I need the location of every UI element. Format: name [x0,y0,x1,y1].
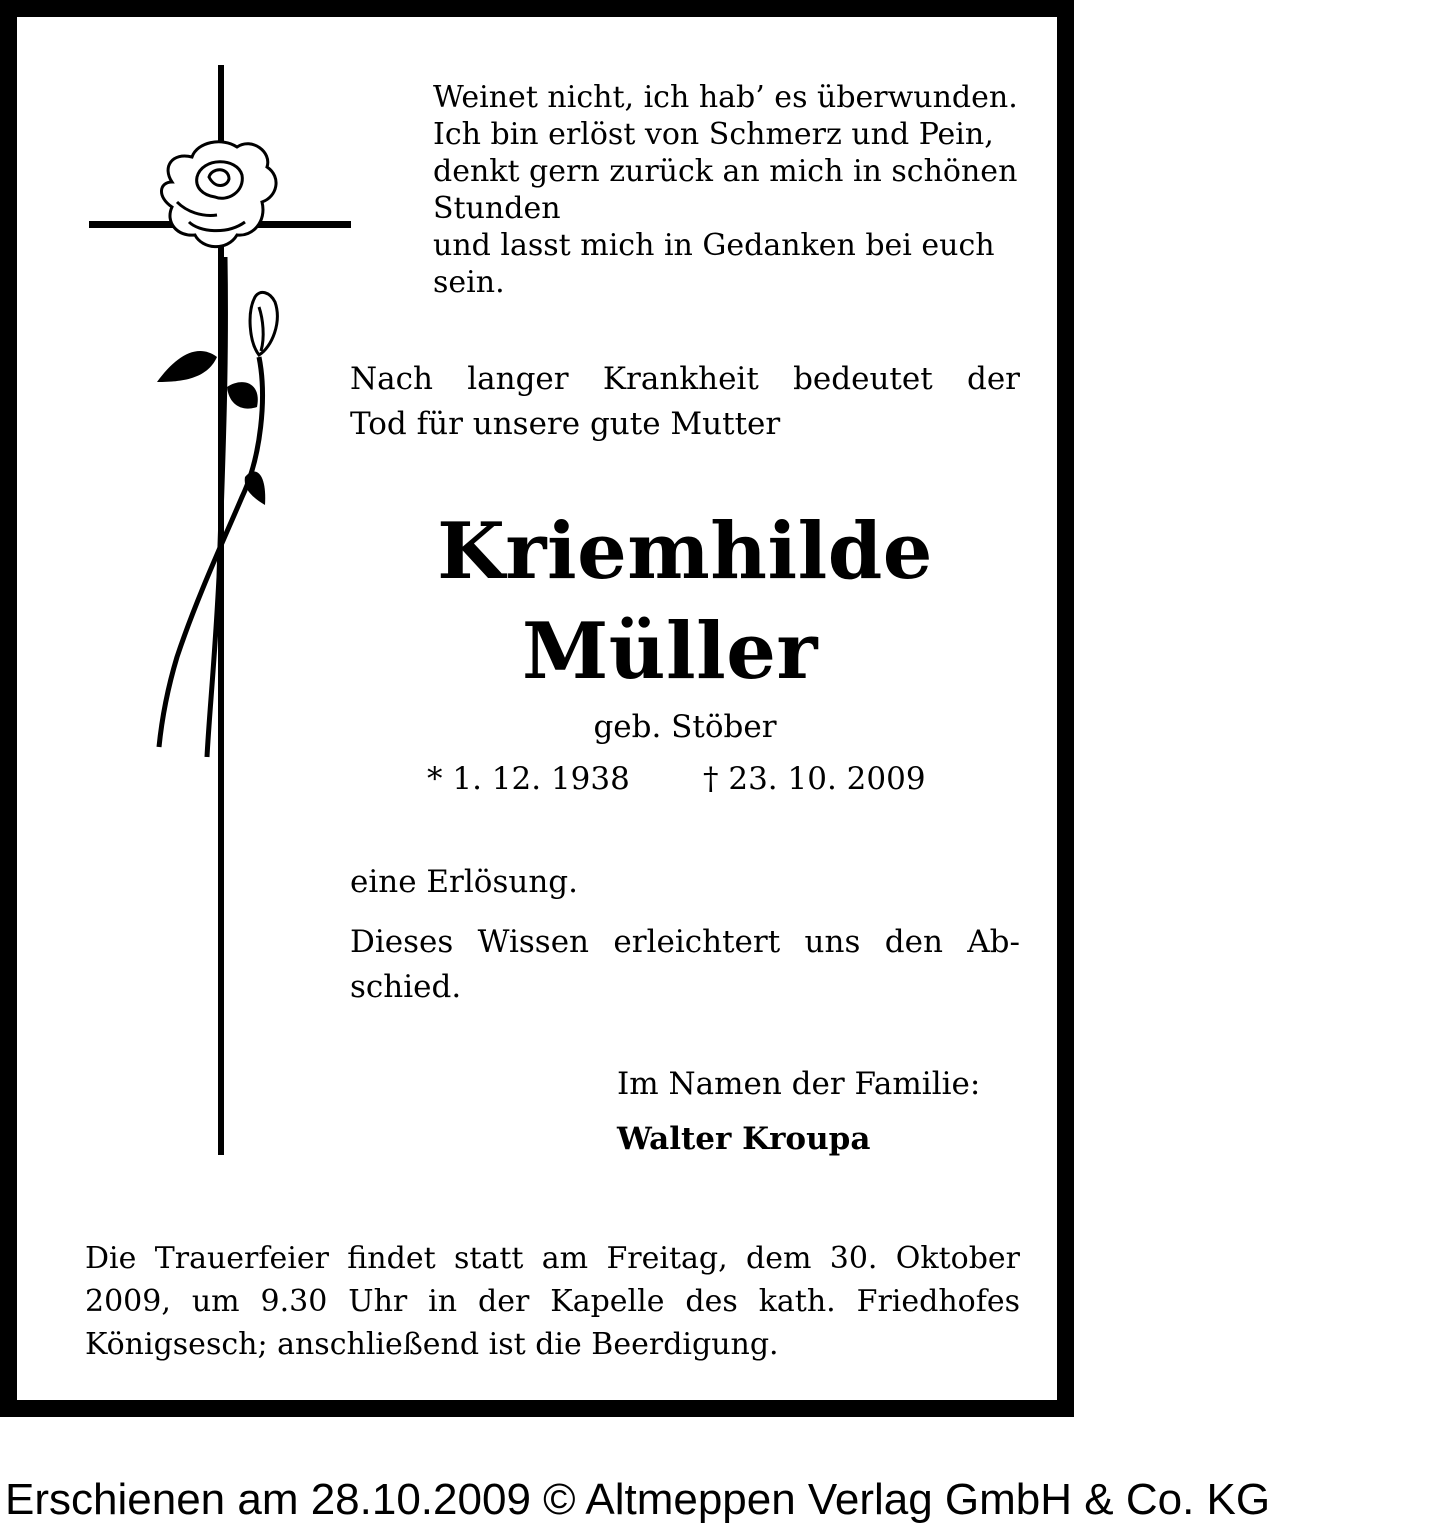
ceremony-line: Königsesch; anschließend ist die Beerdigung. [85,1327,779,1362]
farewell-line: Dieses Wissen erleichtert uns den Ab- [350,924,1020,960]
ceremony-line: Die Trauerfeier findet statt am Freitag, dem 30. Oktober [85,1241,1020,1276]
poem-line: und lasst mich in Gedanken bei euch [433,228,995,263]
poem [433,79,1043,301]
intro-line: Tod für unsere gute Mutter [350,406,781,442]
ceremony-line: 2009, um 9.30 Uhr in der Kapelle des kath. Friedhofes [85,1284,1020,1319]
family-signature [617,1062,1037,1162]
publication-footer: Erschienen am 28.10.2009 © Altmeppen Verlag GmbH & Co. KG [5,1475,1271,1524]
intro-text [350,357,1020,447]
intro-line: Nach langer Krankheit bedeutet der [350,361,1020,397]
birth-date: * 1. 12. 1938 [427,761,630,797]
poem-line: sein. [433,265,505,300]
last-name: Müller [521,606,819,697]
death-date: † 23. 10. 2009 [703,761,926,797]
family-label: Im Namen der Familie: [617,1066,981,1102]
cross-with-rose-icon [77,57,367,1167]
first-name: Kriemhilde [437,506,933,597]
ceremony-info [85,1237,1020,1366]
poem-line: denkt gern zurück an mich in schönen [433,154,1018,189]
poem-line: Stunden [433,191,561,226]
farewell-line: schied. [350,969,462,1005]
farewell-text [350,920,1020,1010]
erloesung-text: eine Erlösung. [350,864,578,900]
poem-line: Ich bin erlöst von Schmerz und Pein, [433,117,994,152]
maiden-name: geb. Stöber [593,709,777,745]
poem-line: Weinet nicht, ich hab’ es überwunden. [433,80,1018,115]
signer-name: Walter Kroupa [617,1121,871,1157]
